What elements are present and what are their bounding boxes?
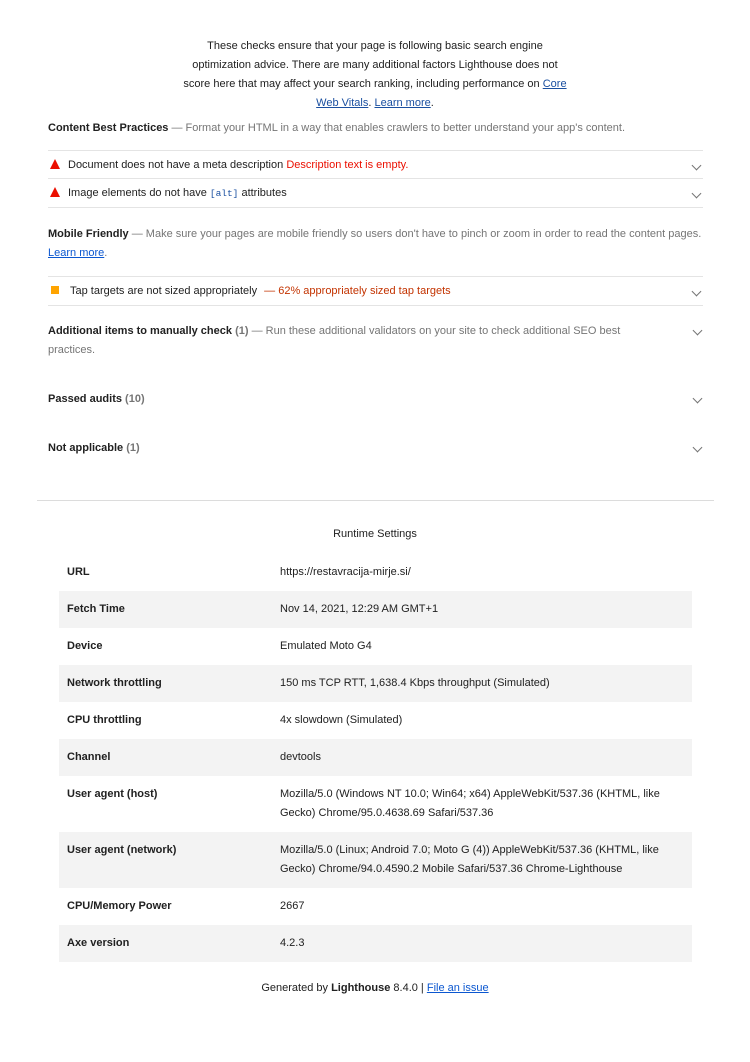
seo-intro: These checks ensure that your page is following basic search engine optimization advice. There are many additional factors Lighthouse does not score here that may affect your search ranking, including performance on Core Web Vitals. Learn more.: [183, 40, 567, 109]
table-row: Fetch Time Nov 14, 2021, 12:29 AM GMT+1: [59, 591, 692, 628]
section-divider: [37, 500, 714, 501]
audit-image-alt[interactable]: [48, 178, 703, 208]
group-title: Content Best Practices: [48, 122, 169, 134]
audit-code: [alt]: [209, 188, 239, 199]
audit-detail: Description text is empty.: [286, 159, 409, 171]
learn-more-link[interactable]: Learn more: [48, 247, 105, 259]
runtime-settings-table: [59, 554, 692, 962]
table-row: URL https://restavracija-mirje.si/: [67, 566, 411, 578]
group-title: Mobile Friendly: [48, 228, 129, 240]
table-row: Device Emulated Moto G4: [67, 640, 372, 652]
table-row: CPU throttling 4x slowdown (Simulated): [67, 714, 403, 726]
fail-triangle-icon: [50, 187, 60, 197]
table-row: User agent (network) Mozilla/5.0 (Linux; Android 7.0; Moto G (4)) AppleWebKit/537.36 (KHTML, like Gecko) Chrome/94.0.4590.2 Mobile Safari/537.36 Chrome-Lighthouse: [59, 832, 692, 888]
average-square-icon: [51, 286, 59, 294]
audit-meta-description[interactable]: [48, 150, 703, 179]
group-title: Passed audits: [48, 393, 122, 405]
audit-tap-targets[interactable]: [48, 276, 703, 306]
audit-title-post: attributes: [238, 187, 287, 199]
group-count: (1): [126, 442, 140, 454]
group-description: — Make sure your pages are mobile friendly so users don't have to pinch or zoom in order to read the content pages.: [128, 228, 702, 240]
content-best-practices-group: [48, 119, 703, 138]
fail-triangle-icon: [50, 159, 60, 169]
audit-detail: — 62% appropriately sized tap targets: [264, 285, 451, 297]
lighthouse-brand: Lighthouse: [331, 982, 391, 994]
mobile-friendly-group: Mobile Friendly — Make sure your pages are mobile friendly so users don't have to pinch or zoom in order to read the content pages. Learn more.: [48, 228, 702, 259]
chevron-down-icon[interactable]: [693, 326, 703, 336]
group-count: (10): [125, 393, 145, 405]
audit-title-pre: Image elements do not have: [68, 187, 210, 199]
group-description: — Run these additional validators on your site to check additional SEO best practices.: [48, 325, 621, 356]
audit-title: Document does not have a meta description: [68, 159, 284, 171]
report-footer: Generated by Lighthouse 8.4.0 | File an issue: [261, 982, 489, 994]
group-title: Not applicable: [48, 442, 124, 454]
manual-check-group[interactable]: [48, 322, 668, 360]
table-row: Channel devtools: [59, 739, 692, 776]
group-description: — Format your HTML in a way that enables crawlers to better understand your app's content.: [168, 122, 626, 134]
table-row: Network throttling 150 ms TCP RTT, 1,638.4 Kbps throughput (Simulated): [59, 665, 692, 702]
learn-more-link[interactable]: Learn more: [374, 97, 431, 109]
passed-audits-group[interactable]: [48, 390, 703, 409]
chevron-down-icon[interactable]: [692, 287, 702, 297]
not-applicable-group[interactable]: [48, 439, 703, 458]
table-row: CPU/Memory Power 2667: [67, 900, 305, 912]
group-title: Additional items to manually check: [48, 325, 232, 337]
table-row: Axe version 4.2.3: [59, 925, 692, 962]
table-row: User agent (host) Mozilla/5.0 (Windows NT 10.0; Win64; x64) AppleWebKit/537.36 (KHTML, like Gecko) Chrome/95.0.4638.69 Safari/537.36: [67, 788, 660, 819]
file-issue-link[interactable]: File an issue: [426, 982, 489, 994]
group-count: (1): [235, 325, 249, 337]
audit-title: Tap targets are not sized appropriately: [70, 285, 258, 297]
runtime-settings-title: Runtime Settings: [333, 528, 417, 540]
seo-intro-text: These checks ensure that your page is following basic search engine optimization advice. There are many additional factors Lighthouse does not score here that may affect your search ranking, including performance on: [183, 40, 558, 90]
chevron-down-icon[interactable]: [692, 189, 702, 199]
chevron-down-icon[interactable]: [692, 161, 702, 171]
core-web-vitals-link[interactable]: Core Web Vitals: [316, 78, 567, 109]
